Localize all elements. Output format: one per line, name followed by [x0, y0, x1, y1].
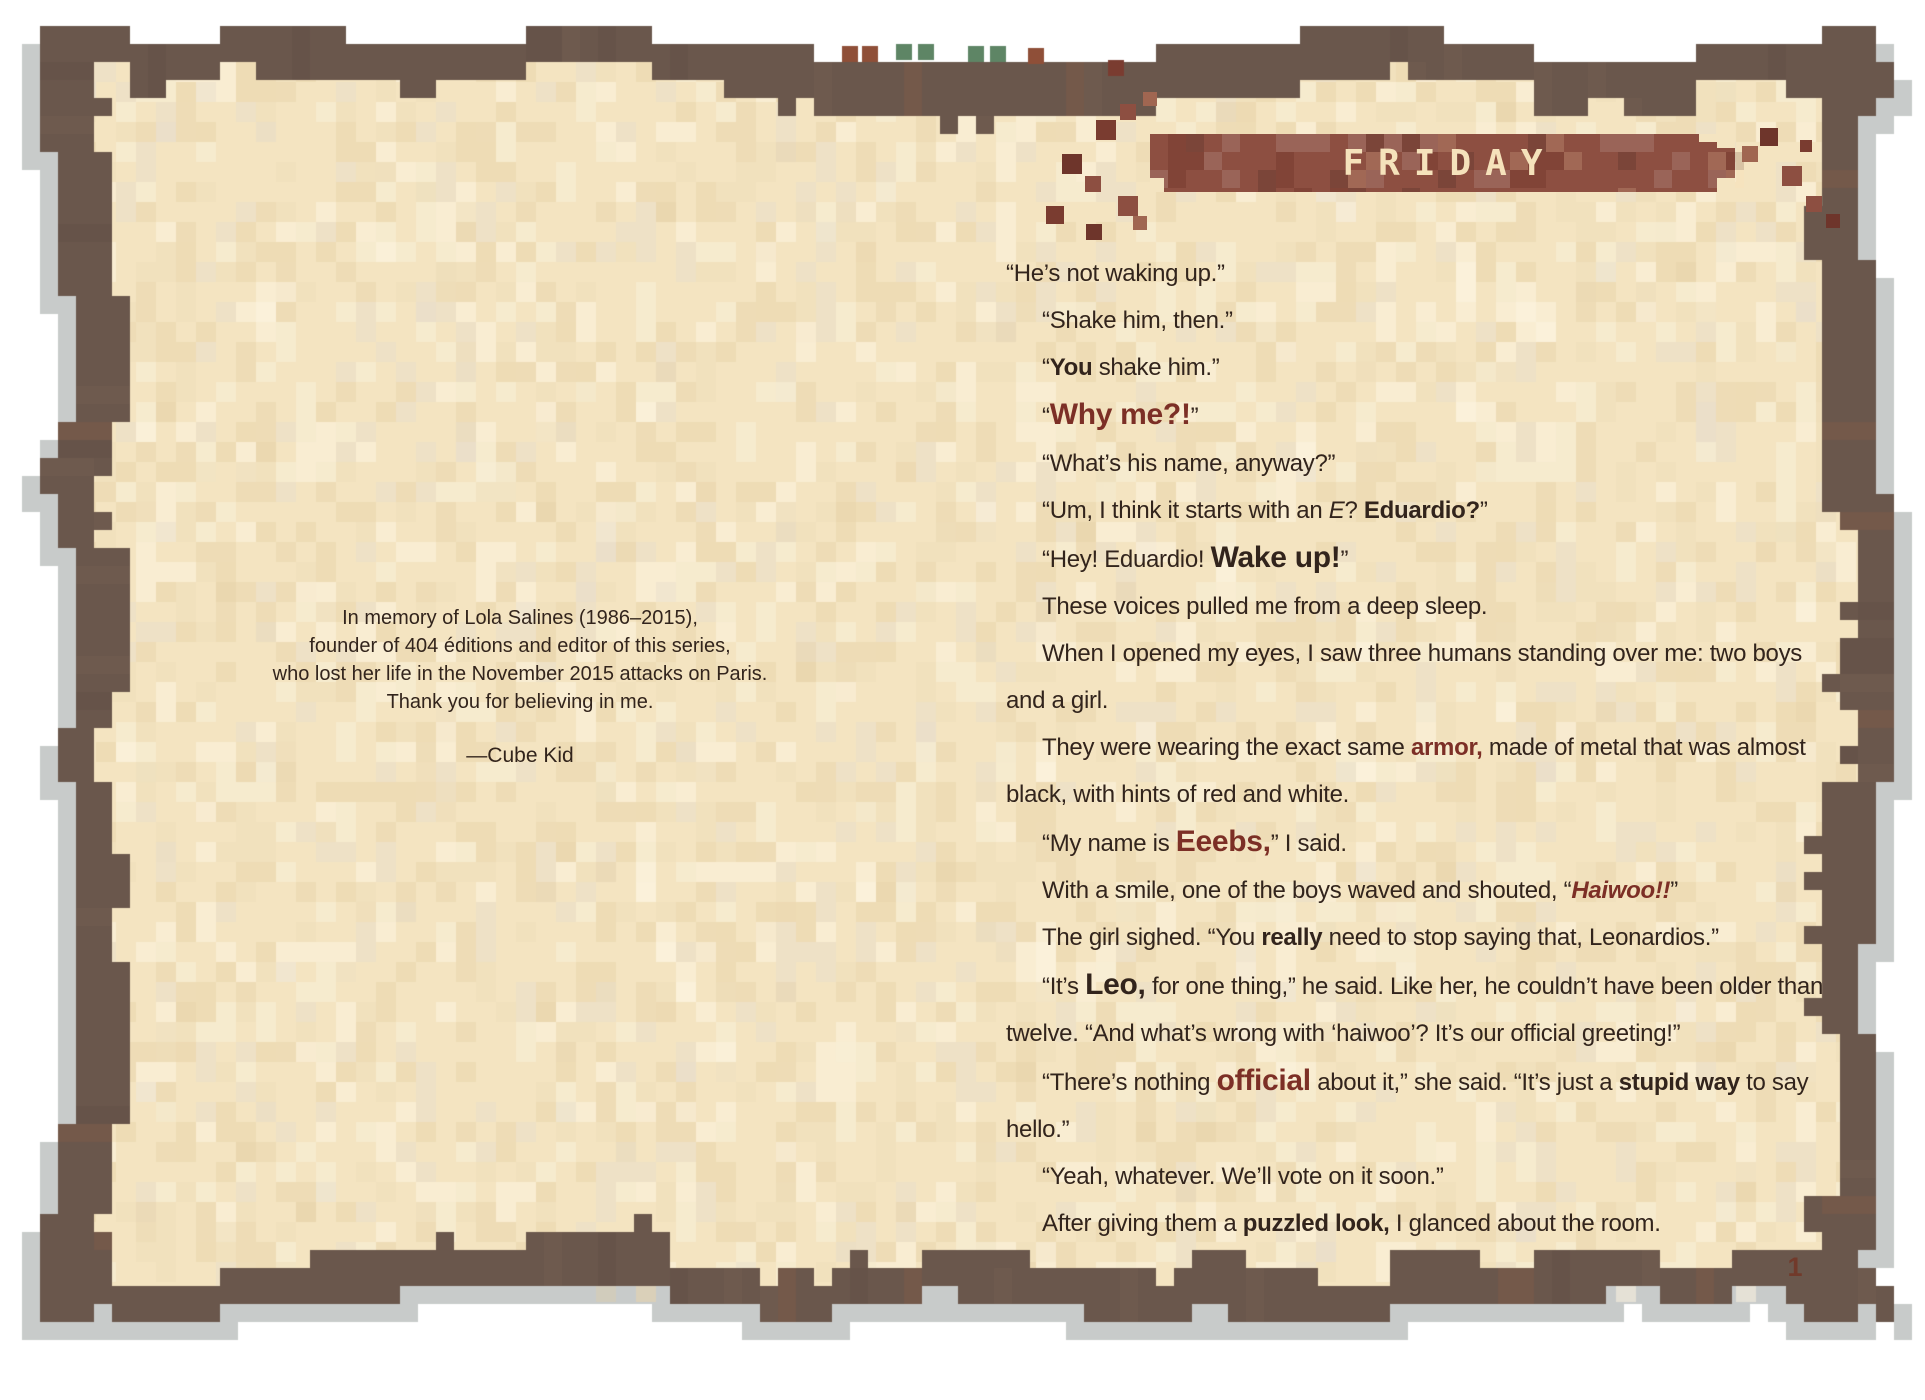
story-paragraph	[1006, 630, 1844, 724]
pixel-decoration	[1085, 176, 1101, 192]
story-segment: Wake up!	[1210, 541, 1341, 574]
pixel-decoration	[1168, 152, 1186, 170]
pixel-decoration	[1699, 134, 1717, 142]
pixel-decoration	[1348, 188, 1366, 192]
story-paragraph	[1006, 1057, 1844, 1153]
story-segment: Eeebs,	[1175, 825, 1271, 858]
story-paragraph	[1006, 534, 1844, 583]
story-segment: “	[1042, 403, 1050, 430]
dedication-line: Thank you for believing in me.	[386, 691, 654, 713]
pixel-decoration	[1118, 196, 1138, 216]
story-segment: When I opened my eyes, I saw three humans standing over me: two boys and a girl.	[1006, 640, 1802, 714]
pixel-decoration	[1150, 178, 1164, 192]
story-segment: E	[1328, 497, 1345, 524]
story-segment: With a smile, one of the boys waved and shouted, “	[1042, 877, 1572, 904]
pixel-decoration	[1168, 170, 1186, 188]
pixel-decoration	[1143, 92, 1157, 106]
story-segment: “	[1042, 354, 1050, 381]
pixel-decoration	[1564, 152, 1582, 170]
pixel-decoration	[1120, 104, 1136, 120]
story-segment: I glanced about the room.	[1389, 1210, 1661, 1237]
pixel-decoration	[1186, 134, 1204, 152]
story-segment: You	[1049, 354, 1093, 381]
story-segment: ?	[1344, 497, 1364, 524]
story-segment: armor,	[1410, 734, 1483, 761]
pixel-decoration	[1806, 196, 1822, 212]
story-segment: Why me?!	[1049, 398, 1191, 431]
pixel-decoration	[1402, 188, 1420, 192]
story-segment: shake him.”	[1092, 354, 1220, 381]
pixel-decoration	[1717, 134, 1735, 148]
story-segment: “It’s	[1042, 973, 1086, 1000]
pixel-decoration	[1618, 152, 1636, 170]
pixel-decoration	[1133, 216, 1147, 230]
pixel-decoration	[1276, 152, 1294, 170]
pixel-decoration	[1742, 146, 1758, 162]
story-segment: “Hey! Eduardio!	[1042, 546, 1211, 573]
pixel-decoration	[1086, 224, 1102, 240]
story-paragraph	[1006, 391, 1844, 440]
pixel-decoration	[1276, 170, 1294, 188]
pixel-decoration	[1782, 166, 1802, 186]
story-segment: to say hello.”	[1006, 1069, 1809, 1143]
dedication-line: founder of 404 éditions and editor of this series,	[309, 635, 731, 657]
story-paragraph	[1006, 914, 1844, 961]
story-segment: Leo,	[1085, 968, 1146, 1001]
story-paragraph	[1006, 583, 1844, 630]
dedication	[170, 604, 870, 770]
pixel-decoration	[1294, 188, 1312, 192]
pixel-decoration	[1672, 152, 1690, 170]
chapter-banner	[1150, 134, 1735, 192]
pixel-decoration	[1276, 134, 1294, 152]
story-segment: really	[1261, 924, 1323, 951]
pixel-decoration	[1168, 134, 1186, 152]
story-segment: ”	[1670, 877, 1678, 904]
story-segment: “Yeah, whatever. We’ll vote on it soon.”	[1042, 1163, 1444, 1190]
story-segment: ”	[1340, 546, 1349, 573]
pixel-decoration	[1760, 128, 1778, 146]
story-paragraph	[1006, 440, 1844, 487]
story-segment: puzzled look,	[1242, 1210, 1390, 1237]
pixel-decoration	[1258, 170, 1276, 188]
story-text	[1006, 250, 1844, 1247]
story-paragraph	[1006, 961, 1844, 1057]
pixel-decoration	[1800, 140, 1812, 152]
story-segment: official	[1216, 1064, 1311, 1097]
story-segment: “Shake him, then.”	[1042, 307, 1233, 334]
story-segment: stupid way	[1618, 1069, 1740, 1096]
pixel-decoration	[1258, 188, 1276, 192]
pixel-decoration	[1826, 214, 1840, 228]
page-number: 1	[1787, 1252, 1803, 1282]
story-segment: After giving them a	[1042, 1210, 1243, 1237]
pixel-decoration	[1204, 152, 1222, 170]
story-segment: ”	[1190, 403, 1199, 430]
pixel-decoration	[1312, 134, 1330, 152]
story-paragraph	[1006, 297, 1844, 344]
pixel-decoration	[1096, 120, 1116, 140]
pixel-decoration	[1330, 188, 1348, 192]
pixel-decoration	[1708, 152, 1726, 170]
story-segment: “What’s his name, anyway?”	[1042, 450, 1336, 477]
pixel-decoration	[1294, 134, 1312, 152]
chapter-title: FRIDAY	[1342, 142, 1557, 184]
pixel-decoration	[1222, 134, 1240, 152]
story-segment: Haiwoo!!	[1571, 877, 1671, 904]
dedication-line: who lost her life in the November 2015 attacks on Paris.	[272, 663, 768, 685]
dedication-lines	[170, 604, 870, 716]
story-segment: ” I said.	[1270, 830, 1347, 857]
story-segment: These voices pulled me from a deep sleep.	[1042, 593, 1488, 620]
story-segment: for one thing,” he said. Like her, he couldn’t have been older than twelve. “And what’s wrong with ‘haiwoo’? It’s our official greeting!”	[1006, 973, 1824, 1047]
story-paragraph	[1006, 818, 1844, 867]
story-segment: made of metal that was almost black, with hints of red and white.	[1006, 734, 1806, 808]
pixel-decoration	[1618, 188, 1636, 192]
pixel-decoration	[1062, 154, 1082, 174]
story-paragraph	[1006, 1200, 1844, 1247]
pixel-decoration	[1717, 178, 1735, 192]
pixel-decoration	[1618, 134, 1636, 152]
pixel-decoration	[1186, 152, 1204, 170]
pixel-decoration	[1636, 134, 1654, 152]
story-paragraph	[1006, 724, 1844, 818]
story-paragraph	[1006, 487, 1844, 534]
story-paragraph	[1006, 867, 1844, 914]
story-segment: “There’s nothing	[1042, 1069, 1217, 1096]
pixel-decoration	[1600, 134, 1618, 152]
story-segment: “My name is	[1042, 830, 1176, 857]
story-segment: “He’s not waking up.”	[1006, 260, 1225, 287]
dedication-signature: —Cube Kid	[466, 744, 574, 767]
story-segment: The girl sighed. “You	[1042, 924, 1262, 951]
story-paragraph	[1006, 1153, 1844, 1200]
story-paragraph	[1006, 250, 1844, 297]
story-paragraph	[1006, 344, 1844, 391]
story-segment: about it,” she said. “It’s just a	[1310, 1069, 1619, 1096]
dedication-line: In memory of Lola Salines (1986–2015),	[342, 607, 698, 629]
story-segment: ”	[1479, 497, 1488, 524]
story-segment: need to stop saying that, Leonardios.”	[1322, 924, 1719, 951]
pixel-decoration	[1222, 170, 1240, 188]
pixel-decoration	[1046, 206, 1064, 224]
story-segment: Eduardio?	[1363, 497, 1480, 524]
story-segment: “Um, I think it starts with an	[1042, 497, 1329, 524]
story-segment: They were wearing the exact same	[1042, 734, 1411, 761]
pixel-decoration	[1654, 170, 1672, 188]
